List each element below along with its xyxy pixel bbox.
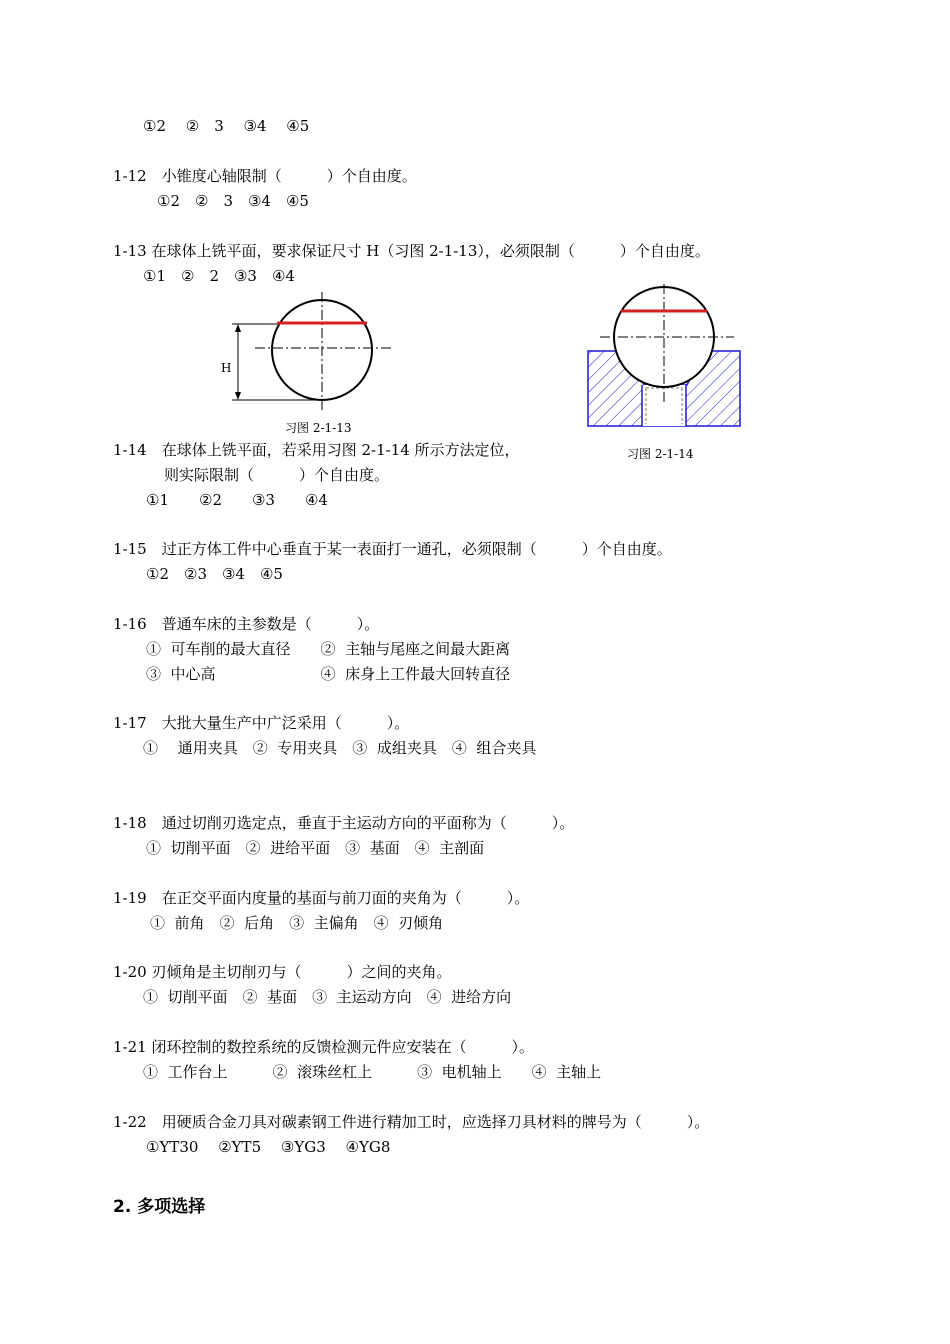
figure-2-1-13 bbox=[220, 290, 400, 420]
dim-arrow-top bbox=[235, 324, 241, 332]
q16-stem: 1-16 普通车床的主参数是（ ）。 bbox=[113, 615, 380, 633]
q11-options: ①2 ② 3 ③4 ④5 bbox=[143, 117, 310, 135]
q22-stem: 1-22 用硬质合金刀具对碳素钢工件进行精加工时，应选择刀具材料的牌号为（ ）。 bbox=[113, 1113, 710, 1131]
q19-stem: 1-19 在正交平面内度量的基面与前刀面的夹角为（ ）。 bbox=[113, 889, 530, 907]
q21-options: ① 工作台上 ② 滚珠丝杠上 ③ 电机轴上 ④ 主轴上 bbox=[143, 1063, 602, 1081]
q17-stem: 1-17 大批大量生产中广泛采用（ ）。 bbox=[113, 714, 410, 732]
dim-label-h: H bbox=[221, 361, 232, 375]
q13-stem: 1-13 在球体上铣平面，要求保证尺寸 H（习图 2-1-13），必须限制（ ）个自由度。 bbox=[113, 242, 710, 260]
q19-options: ① 前角 ② 后角 ③ 主偏角 ④ 刃倾角 bbox=[150, 914, 444, 932]
q21-stem: 1-21 闭环控制的数控系统的反馈检测元件应安装在（ ）。 bbox=[113, 1038, 534, 1056]
q14-stem-cont: 则实际限制（ ）个自由度。 bbox=[164, 466, 390, 484]
figure-2-1-14-caption: 习图 2-1-14 bbox=[627, 447, 694, 461]
dim-arrow-bottom bbox=[235, 392, 241, 400]
q18-stem: 1-18 通过切削刃选定点，垂直于主运动方向的平面称为（ ）。 bbox=[113, 814, 575, 832]
q16-options-b: ③ 中心高 ④ 床身上工件最大回转直径 bbox=[146, 665, 511, 683]
q12-stem: 1-12 小锥度心轴限制（ ）个自由度。 bbox=[113, 167, 417, 185]
q18-options: ① 切削平面 ② 进给平面 ③ 基面 ④ 主剖面 bbox=[146, 839, 485, 857]
q15-stem: 1-15 过正方体工件中心垂直于某一表面打一通孔，必须限制（ ）个自由度。 bbox=[113, 540, 672, 558]
q16-options-a: ① 可车削的最大直径 ② 主轴与尾座之间最大距离 bbox=[146, 640, 511, 658]
section-heading: 2. 多项选择 bbox=[113, 1197, 206, 1217]
q14-stem: 1-14 在球体上铣平面，若采用习图 2-1-14 所示方法定位， bbox=[113, 441, 520, 459]
q17-options: ① 通用夹具 ② 专用夹具 ③ 成组夹具 ④ 组合夹具 bbox=[143, 739, 537, 757]
q22-options: ①YT30 ②YT5 ③YG3 ④YG8 bbox=[146, 1138, 391, 1156]
q13-options: ①1 ② 2 ③3 ④4 bbox=[143, 267, 295, 285]
figure-2-1-14 bbox=[582, 284, 752, 429]
q15-options: ①2 ②3 ③4 ④5 bbox=[146, 565, 283, 583]
q14-options: ①1 ②2 ③3 ④4 bbox=[146, 491, 328, 509]
fixture-hole bbox=[642, 385, 686, 426]
q20-options: ① 切削平面 ② 基面 ③ 主运动方向 ④ 进给方向 bbox=[143, 988, 512, 1006]
q20-stem: 1-20 刃倾角是主切削刃与（ ）之间的夹角。 bbox=[113, 963, 452, 981]
figure-2-1-13-caption: 习图 2-1-13 bbox=[285, 421, 352, 435]
q12-options: ①2 ② 3 ③4 ④5 bbox=[157, 192, 309, 210]
